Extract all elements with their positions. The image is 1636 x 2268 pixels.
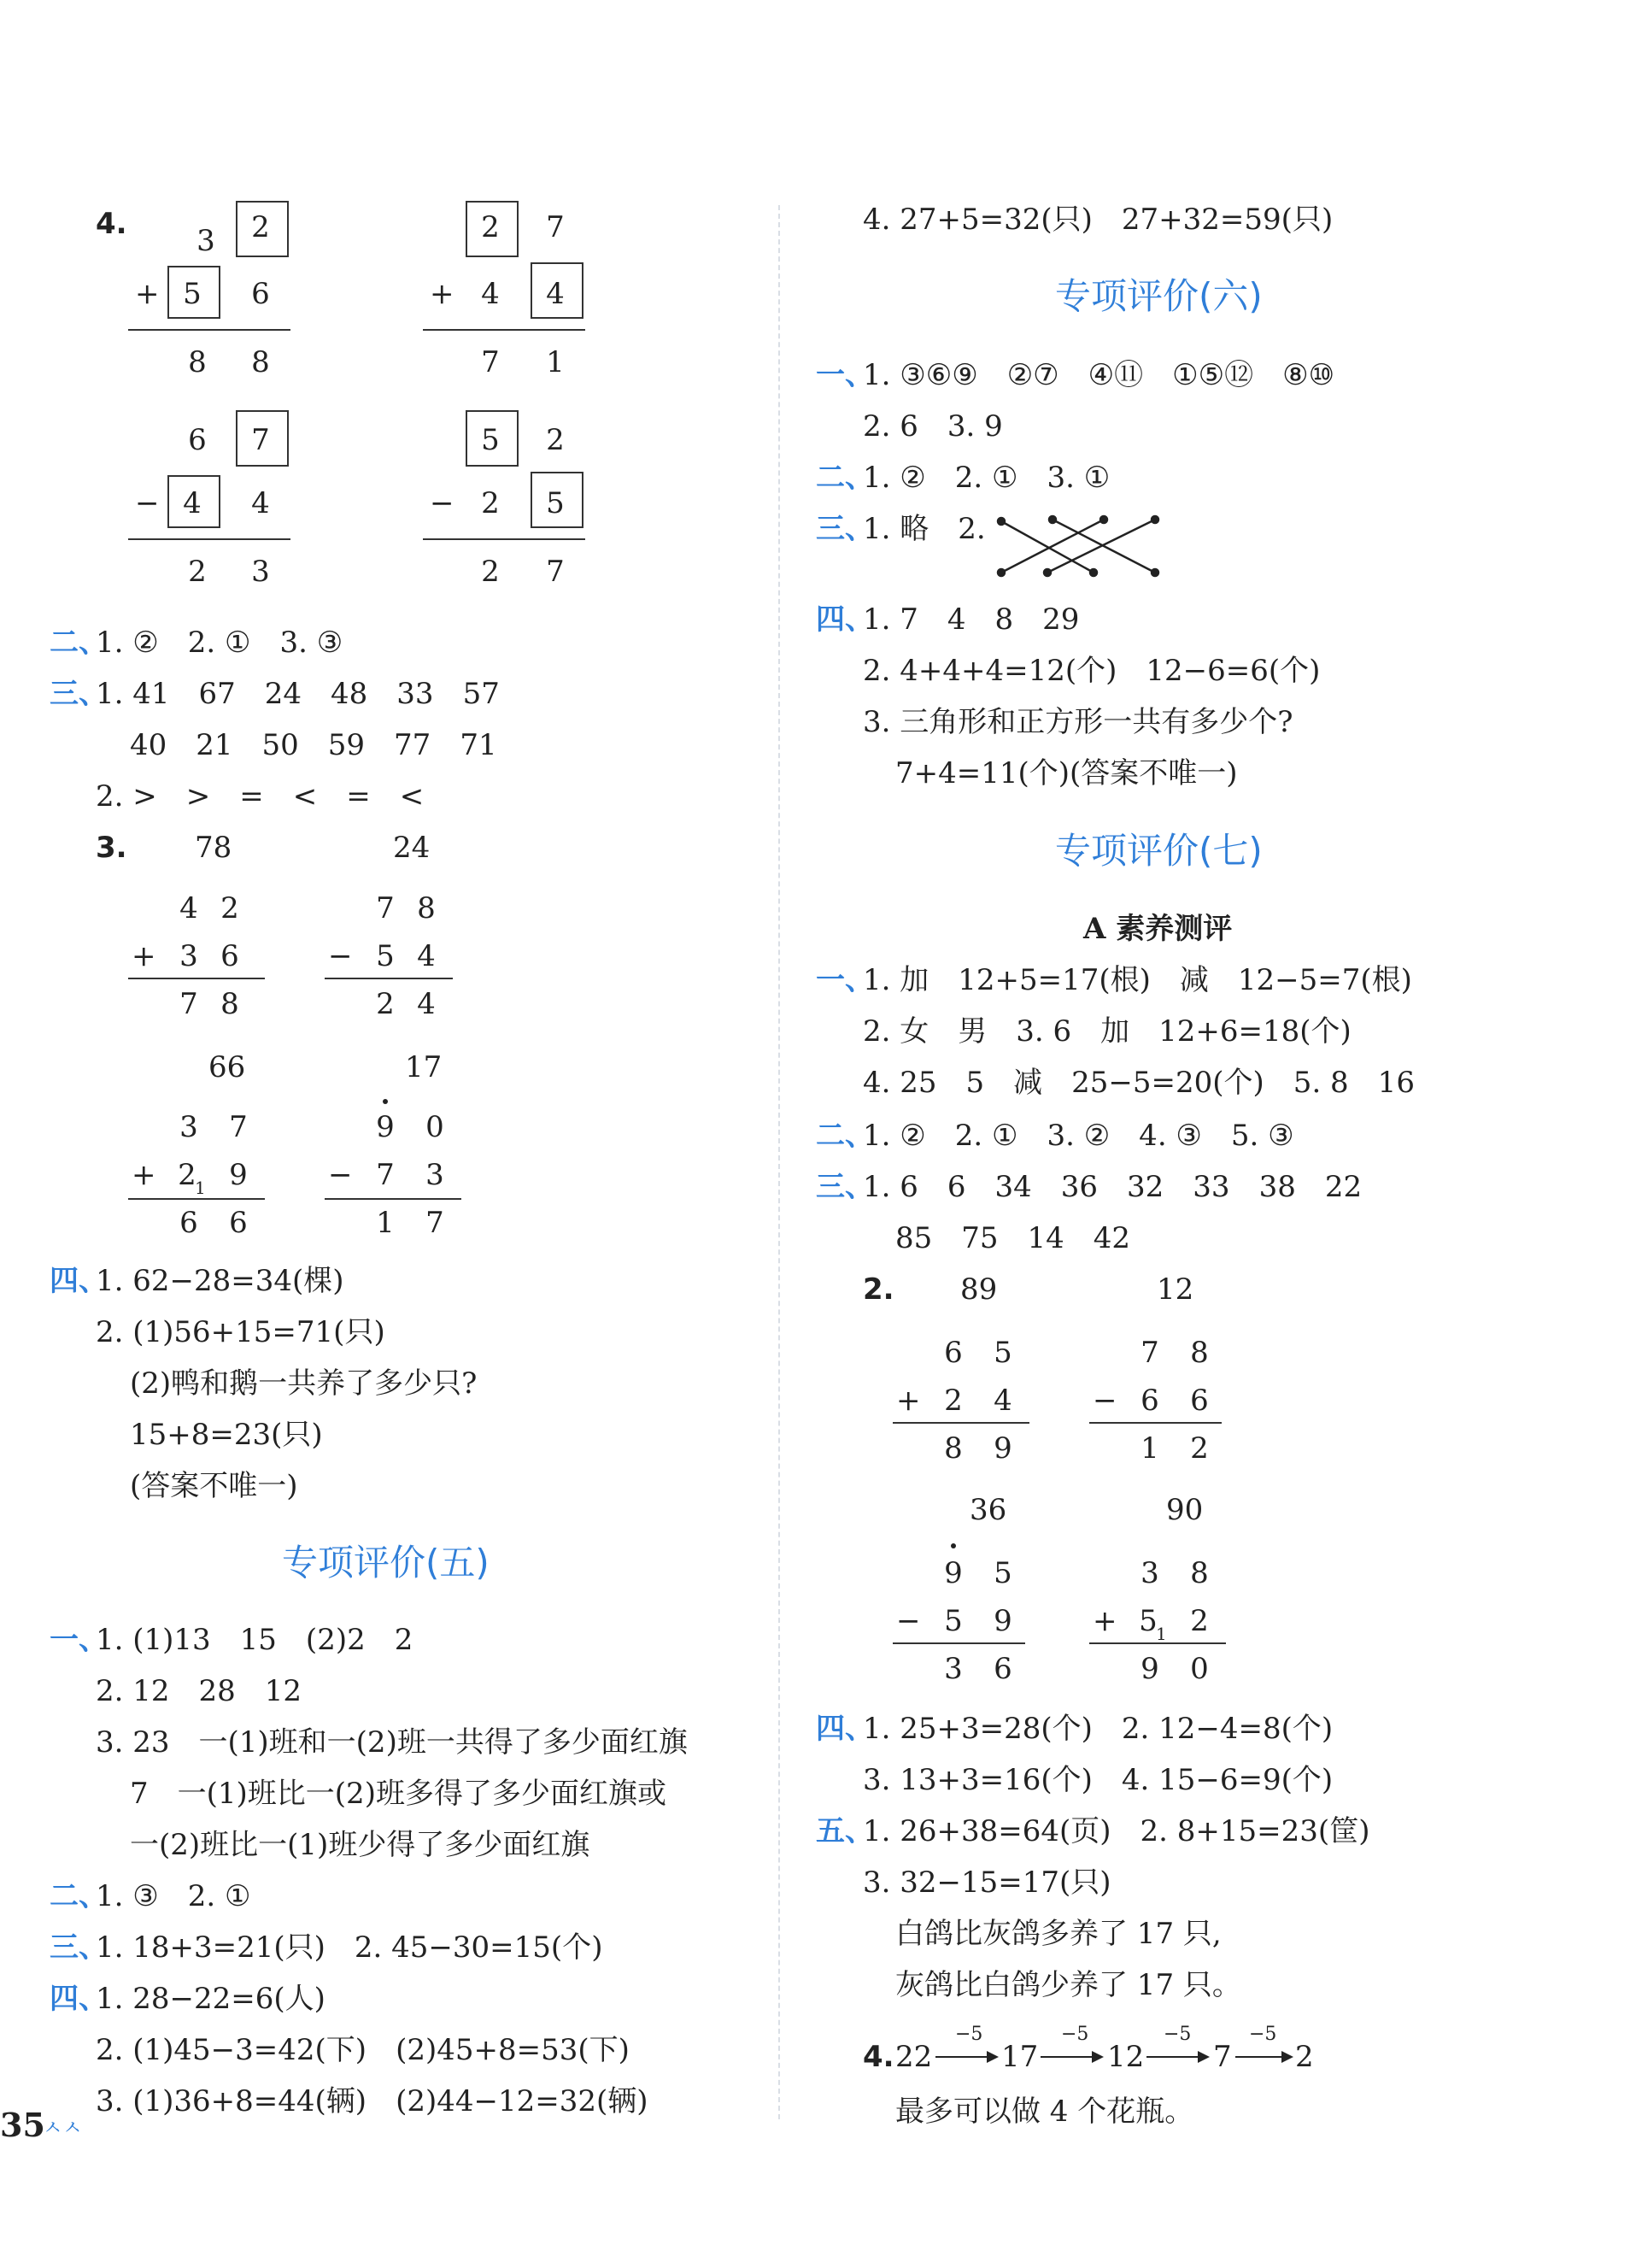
section-title-6: 专项评价(六) [1055, 275, 1263, 317]
s7-wu-4-label: 4. [863, 2040, 894, 2074]
san-3-result-3: 66 [208, 1050, 246, 1084]
s5-label-san: 三、 [50, 1930, 108, 1965]
chain-arrow-0 [935, 2056, 988, 2058]
s7-wu-3c: 灰鸽比白鸽少养了 17 只。 [895, 1968, 1241, 2002]
decor-icon: ㅅㅅ [43, 2116, 83, 2140]
vertical-calc-l: 3 8 + 5 1 2 9 0 [1089, 1554, 1234, 1699]
s7-label-er: 二、 [816, 1119, 874, 1153]
s7-yi-2: 2. 女 男 3. 6 加 12+6=18(个) [863, 1014, 1352, 1049]
si-2c-answer: 15+8=23(只) [130, 1418, 323, 1452]
san-2-answers: 2. > > = < = < [96, 779, 425, 814]
s5-label-si: 四、 [50, 1982, 108, 2016]
s6-si-2: 2. 4+4+4=12(个) 12−6=6(个) [863, 654, 1321, 688]
chain-arrow-3 [1235, 2056, 1283, 2058]
s5-si-1: 1. 28−22=6(人) [96, 1982, 325, 2016]
chain-op-2: −5 [1164, 2024, 1192, 2045]
s6-label-san: 三、 [816, 512, 874, 546]
san-3-label: 3. [96, 831, 127, 865]
s6-label-si: 四、 [816, 602, 874, 637]
san-3-result-1: 78 [195, 831, 232, 865]
s7-wu-1: 1. 26+38=64(页) 2. 8+15=23(筐) [863, 1814, 1370, 1848]
chain-op-1: −5 [1061, 2024, 1089, 2045]
s7-er: 1. ② 2. ① 3. ② 4. ③ 5. ③ [863, 1119, 1294, 1153]
chain-op-3: −5 [1249, 2024, 1277, 2045]
section-label-si: 四、 [50, 1264, 108, 1298]
vertical-calc-j: 7 8 − 6 6 1 2 [1089, 1333, 1234, 1478]
s7-san-2-label: 2. [863, 1272, 894, 1307]
chain-value-0: 22 [895, 2040, 933, 2074]
s7-label-wu: 五、 [816, 1814, 874, 1848]
s7-yi-1: 1. 加 12+5=17(根) 减 12−5=7(根) [863, 963, 1412, 997]
chain-value-3: 7 [1213, 2040, 1232, 2074]
s7-result-3: 36 [970, 1493, 1007, 1527]
s5-er: 1. ③ 2. ① [96, 1879, 251, 1913]
chain-op-0: −5 [955, 2024, 983, 2045]
page-number: 35 [0, 2106, 45, 2144]
section-label-er: 二、 [50, 626, 108, 660]
s5-label-yi: 一、 [50, 1623, 108, 1657]
chain-arrow-1 [1041, 2056, 1094, 2058]
vertical-calc-g: 3 7 + 2 1 9 6 6 [128, 1108, 273, 1253]
s5-si-2: 2. (1)45−3=42(下) (2)45+8=53(下) [96, 2033, 630, 2067]
vertical-calc-h: 9 0 − 7 3 1 7 [325, 1108, 470, 1253]
vertical-calc-f: 7 8 − 5 4 2 4 [325, 889, 470, 1034]
subtitle-7a: A 素养测评 [1083, 912, 1233, 946]
si-2d-answer: (答案不唯一) [130, 1469, 298, 1503]
s6-er: 1. ② 2. ① 3. ① [863, 461, 1111, 495]
column-divider [778, 205, 780, 2119]
section-title-7: 专项评价(七) [1055, 830, 1263, 872]
s7-label-si: 四、 [816, 1712, 874, 1746]
vertical-calc-k: 9 5 − 5 9 3 6 [893, 1554, 1038, 1699]
s5-yi-3c: 一(2)班比一(1)班少得了多少面红旗 [130, 1828, 590, 1862]
vertical-calc-i: 6 5 + 2 4 8 9 [893, 1333, 1038, 1478]
s7-san-1: 1. 6 6 34 36 32 33 38 22 [863, 1170, 1363, 1204]
s7-result-2: 12 [1157, 1272, 1194, 1307]
s6-label-yi: 一、 [816, 358, 874, 392]
section-label-san: 三、 [50, 677, 108, 711]
vertical-calc-c: 6 7 − 4 4 2 3 [128, 410, 299, 598]
s5-yi-3b: 7 一(1)班比一(2)班多得了多少面红旗或 [130, 1777, 666, 1811]
s7-si-1: 1. 25+3=28(个) 2. 12−4=8(个) [863, 1712, 1334, 1746]
san-3-result-2: 24 [393, 831, 431, 865]
s6-yi-1: 1. ③⑥⑨ ②⑦ ④⑪ ①⑤⑫ ⑧⑩ [863, 358, 1335, 392]
san-1-answers: 1. 41 67 24 48 33 57 [96, 677, 500, 711]
s5-si-3: 3. (1)36+8=44(辆) (2)44−12=32(辆) [96, 2084, 648, 2118]
q4-label: 4. [96, 207, 127, 241]
s6-si-3b: 7+4=11(个)(答案不唯一) [895, 756, 1238, 790]
s7-wu-3: 3. 32−15=17(只) [863, 1866, 1111, 1900]
san-3-result-4: 17 [405, 1050, 443, 1084]
chain-value-2: 12 [1107, 2040, 1145, 2074]
chain-value-4: 2 [1295, 2040, 1314, 2074]
s7-label-san: 三、 [816, 1170, 874, 1204]
si-1-answer: 1. 62−28=34(棵) [96, 1264, 344, 1298]
san-1b-answers: 40 21 50 59 77 71 [130, 728, 497, 762]
s7-label-yi: 一、 [816, 963, 874, 997]
si-2-answer: 2. (1)56+15=71(只) [96, 1315, 385, 1349]
r4-answer: 4. 27+5=32(只) 27+32=59(只) [863, 203, 1334, 237]
s5-san: 1. 18+3=21(只) 2. 45−30=15(个) [96, 1930, 603, 1965]
vertical-calc-b: 2 7 + 4 4 7 1 [423, 201, 594, 389]
s6-si-1: 1. 7 4 8 29 [863, 602, 1080, 637]
s5-yi-2: 2. 12 28 12 [96, 1674, 302, 1708]
s7-wu-3b: 白鸽比灰鸽多养了 17 只, [895, 1917, 1222, 1951]
s7-wu-4b: 最多可以做 4 个花瓶。 [895, 2095, 1194, 2129]
s5-yi-3: 3. 23 一(1)班和一(2)班一共得了多少面红旗 [96, 1725, 688, 1760]
section-title-5: 专项评价(五) [282, 1542, 490, 1583]
chain-value-1: 17 [1001, 2040, 1039, 2074]
vertical-calc-e: 4 2 + 3 6 7 8 [128, 889, 273, 1034]
s7-yi-4: 4. 25 5 减 25−5=20(个) 5. 8 16 [863, 1066, 1415, 1100]
er-answers: 1. ② 2. ① 3. ③ [96, 626, 343, 660]
s7-si-2: 3. 13+3=16(个) 4. 15−6=9(个) [863, 1763, 1334, 1797]
matching-lines-diagram [991, 511, 1162, 579]
s7-result-1: 89 [960, 1272, 998, 1307]
s6-yi-2: 2. 6 3. 9 [863, 409, 1003, 444]
s6-si-3: 3. 三角形和正方形一共有多少个? [863, 705, 1293, 739]
s7-result-4: 90 [1166, 1493, 1204, 1527]
s6-san: 1. 略 2. [863, 512, 986, 546]
vertical-calc-a: 3 2 + 5 6 8 8 [128, 201, 299, 389]
s7-san-1b: 85 75 14 42 [895, 1221, 1131, 1255]
vertical-calc-d: 5 2 − 2 5 2 7 [423, 410, 594, 598]
si-2b-answer: (2)鸭和鹅一共养了多少只? [130, 1366, 478, 1401]
s6-label-er: 二、 [816, 461, 874, 495]
chain-arrow-2 [1146, 2056, 1199, 2058]
s5-yi-1: 1. (1)13 15 (2)2 2 [96, 1623, 413, 1657]
s5-label-er: 二、 [50, 1879, 108, 1913]
